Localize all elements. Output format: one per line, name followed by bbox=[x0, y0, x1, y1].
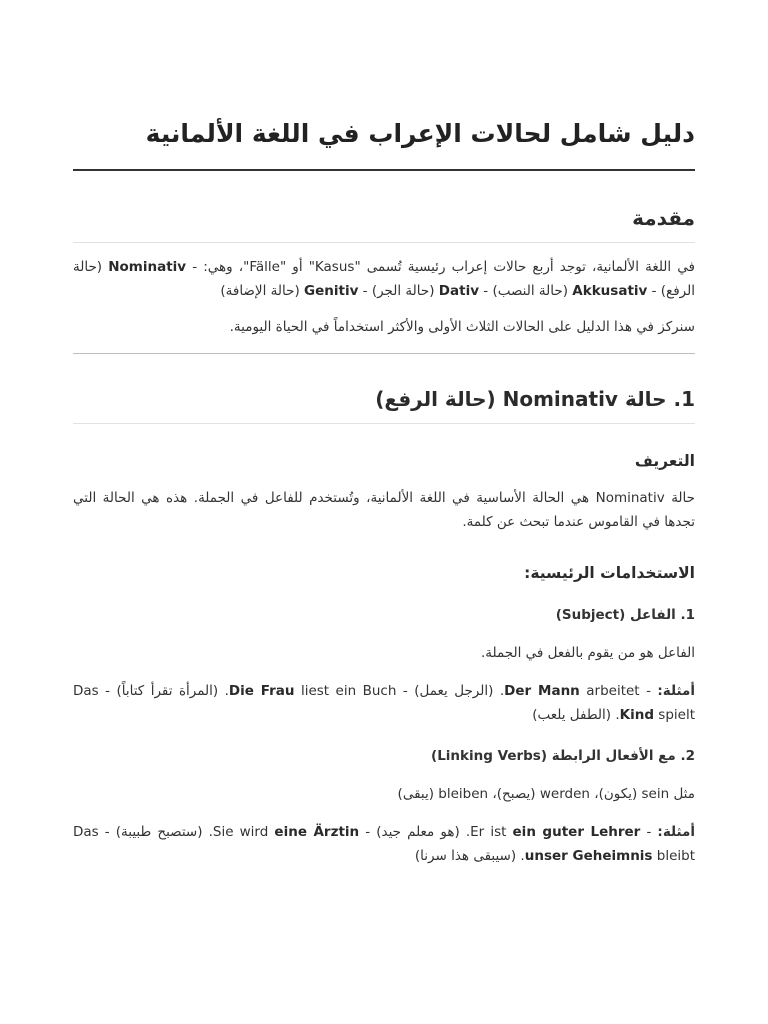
example-bold: Die Frau bbox=[228, 683, 295, 699]
use-1-description: الفاعل هو من يقوم بالفعل في الجملة. bbox=[481, 645, 695, 661]
document-page bbox=[73, 0, 695, 868]
example-text: - Er ist bbox=[470, 824, 658, 840]
definition-paragraph: حالة Nominativ هي الحالة الأساسية في اللغة الألمانية، وتُستخدم للفاعل في الجملة. هذه هي الحالة التي تجدها في القاموس عندما تبحث عن كلمة. bbox=[73, 490, 696, 530]
use-1-examples bbox=[73, 679, 695, 727]
section-1-heading: 1. حالة Nominativ (حالة الرفع) bbox=[73, 384, 695, 424]
page-title: دليل شامل لحالات الإعراب في اللغة الألمانية bbox=[73, 113, 695, 171]
example-bold: Der Mann bbox=[504, 683, 580, 699]
term-genitiv: Genitiv bbox=[304, 283, 359, 299]
example-text: spielt. (الطفل يلعب) bbox=[532, 707, 695, 723]
intro-text-4: (حالة الجر) - bbox=[358, 283, 439, 299]
use-2-description: مثل sein (يكون)، werden (يصبح)، bleiben (يبقى) bbox=[397, 786, 695, 802]
intro-paragraph-2: سنركز في هذا الدليل على الحالات الثلاث الأولى والأكثر استخداماً في الحياة اليومية. bbox=[73, 315, 695, 354]
term-akkusativ: Akkusativ bbox=[572, 283, 648, 299]
examples-label: أمثلة: bbox=[657, 824, 696, 840]
use-2-heading: 2. مع الأفعال الرابطة (Linking Verbs) bbox=[431, 748, 695, 764]
uses-heading: الاستخدامات الرئيسية: bbox=[524, 564, 695, 582]
example-text: . (ستصبح طبيبة) - Das bbox=[73, 824, 213, 840]
examples-label: أمثلة: bbox=[657, 683, 695, 699]
example-text: Das bbox=[73, 683, 99, 699]
intro-text-5: (حالة الإضافة) bbox=[220, 283, 305, 299]
example-bold: eine Ärztin bbox=[274, 824, 360, 840]
intro-text-1: في اللغة الألمانية، توجد أربع حالات إعراب رئيسية تُسمى "Kasus" أو "Fälle"، وهي: - bbox=[186, 259, 696, 275]
definition-heading: التعريف bbox=[634, 452, 695, 470]
intro-heading: مقدمة bbox=[73, 203, 695, 243]
example-text: - bbox=[639, 683, 658, 699]
example-text: . (هو معلم جيد) - Sie wird bbox=[212, 824, 471, 840]
example-text: bleibt. (سيبقى هذا سرنا) bbox=[414, 848, 695, 864]
use-2-examples bbox=[73, 820, 695, 868]
example-text: liest ein Buch. (المرأة تقرأ كتاباً) - bbox=[98, 683, 397, 699]
intro-text-3: (حالة النصب) - bbox=[479, 283, 573, 299]
intro-text-2: (حالة الرفع) - bbox=[73, 259, 695, 299]
example-bold: unser Geheimnis bbox=[524, 848, 653, 864]
example-text: arbeitet. (الرجل يعمل) - bbox=[396, 683, 640, 699]
term-dativ: Dativ bbox=[438, 283, 479, 299]
intro-paragraph-1 bbox=[73, 255, 695, 303]
term-nominativ: Nominativ bbox=[108, 259, 187, 275]
example-bold: ein guter Lehrer bbox=[512, 824, 641, 840]
example-bold: Kind bbox=[619, 707, 654, 723]
use-1-heading: 1. الفاعل (Subject) bbox=[555, 607, 695, 623]
